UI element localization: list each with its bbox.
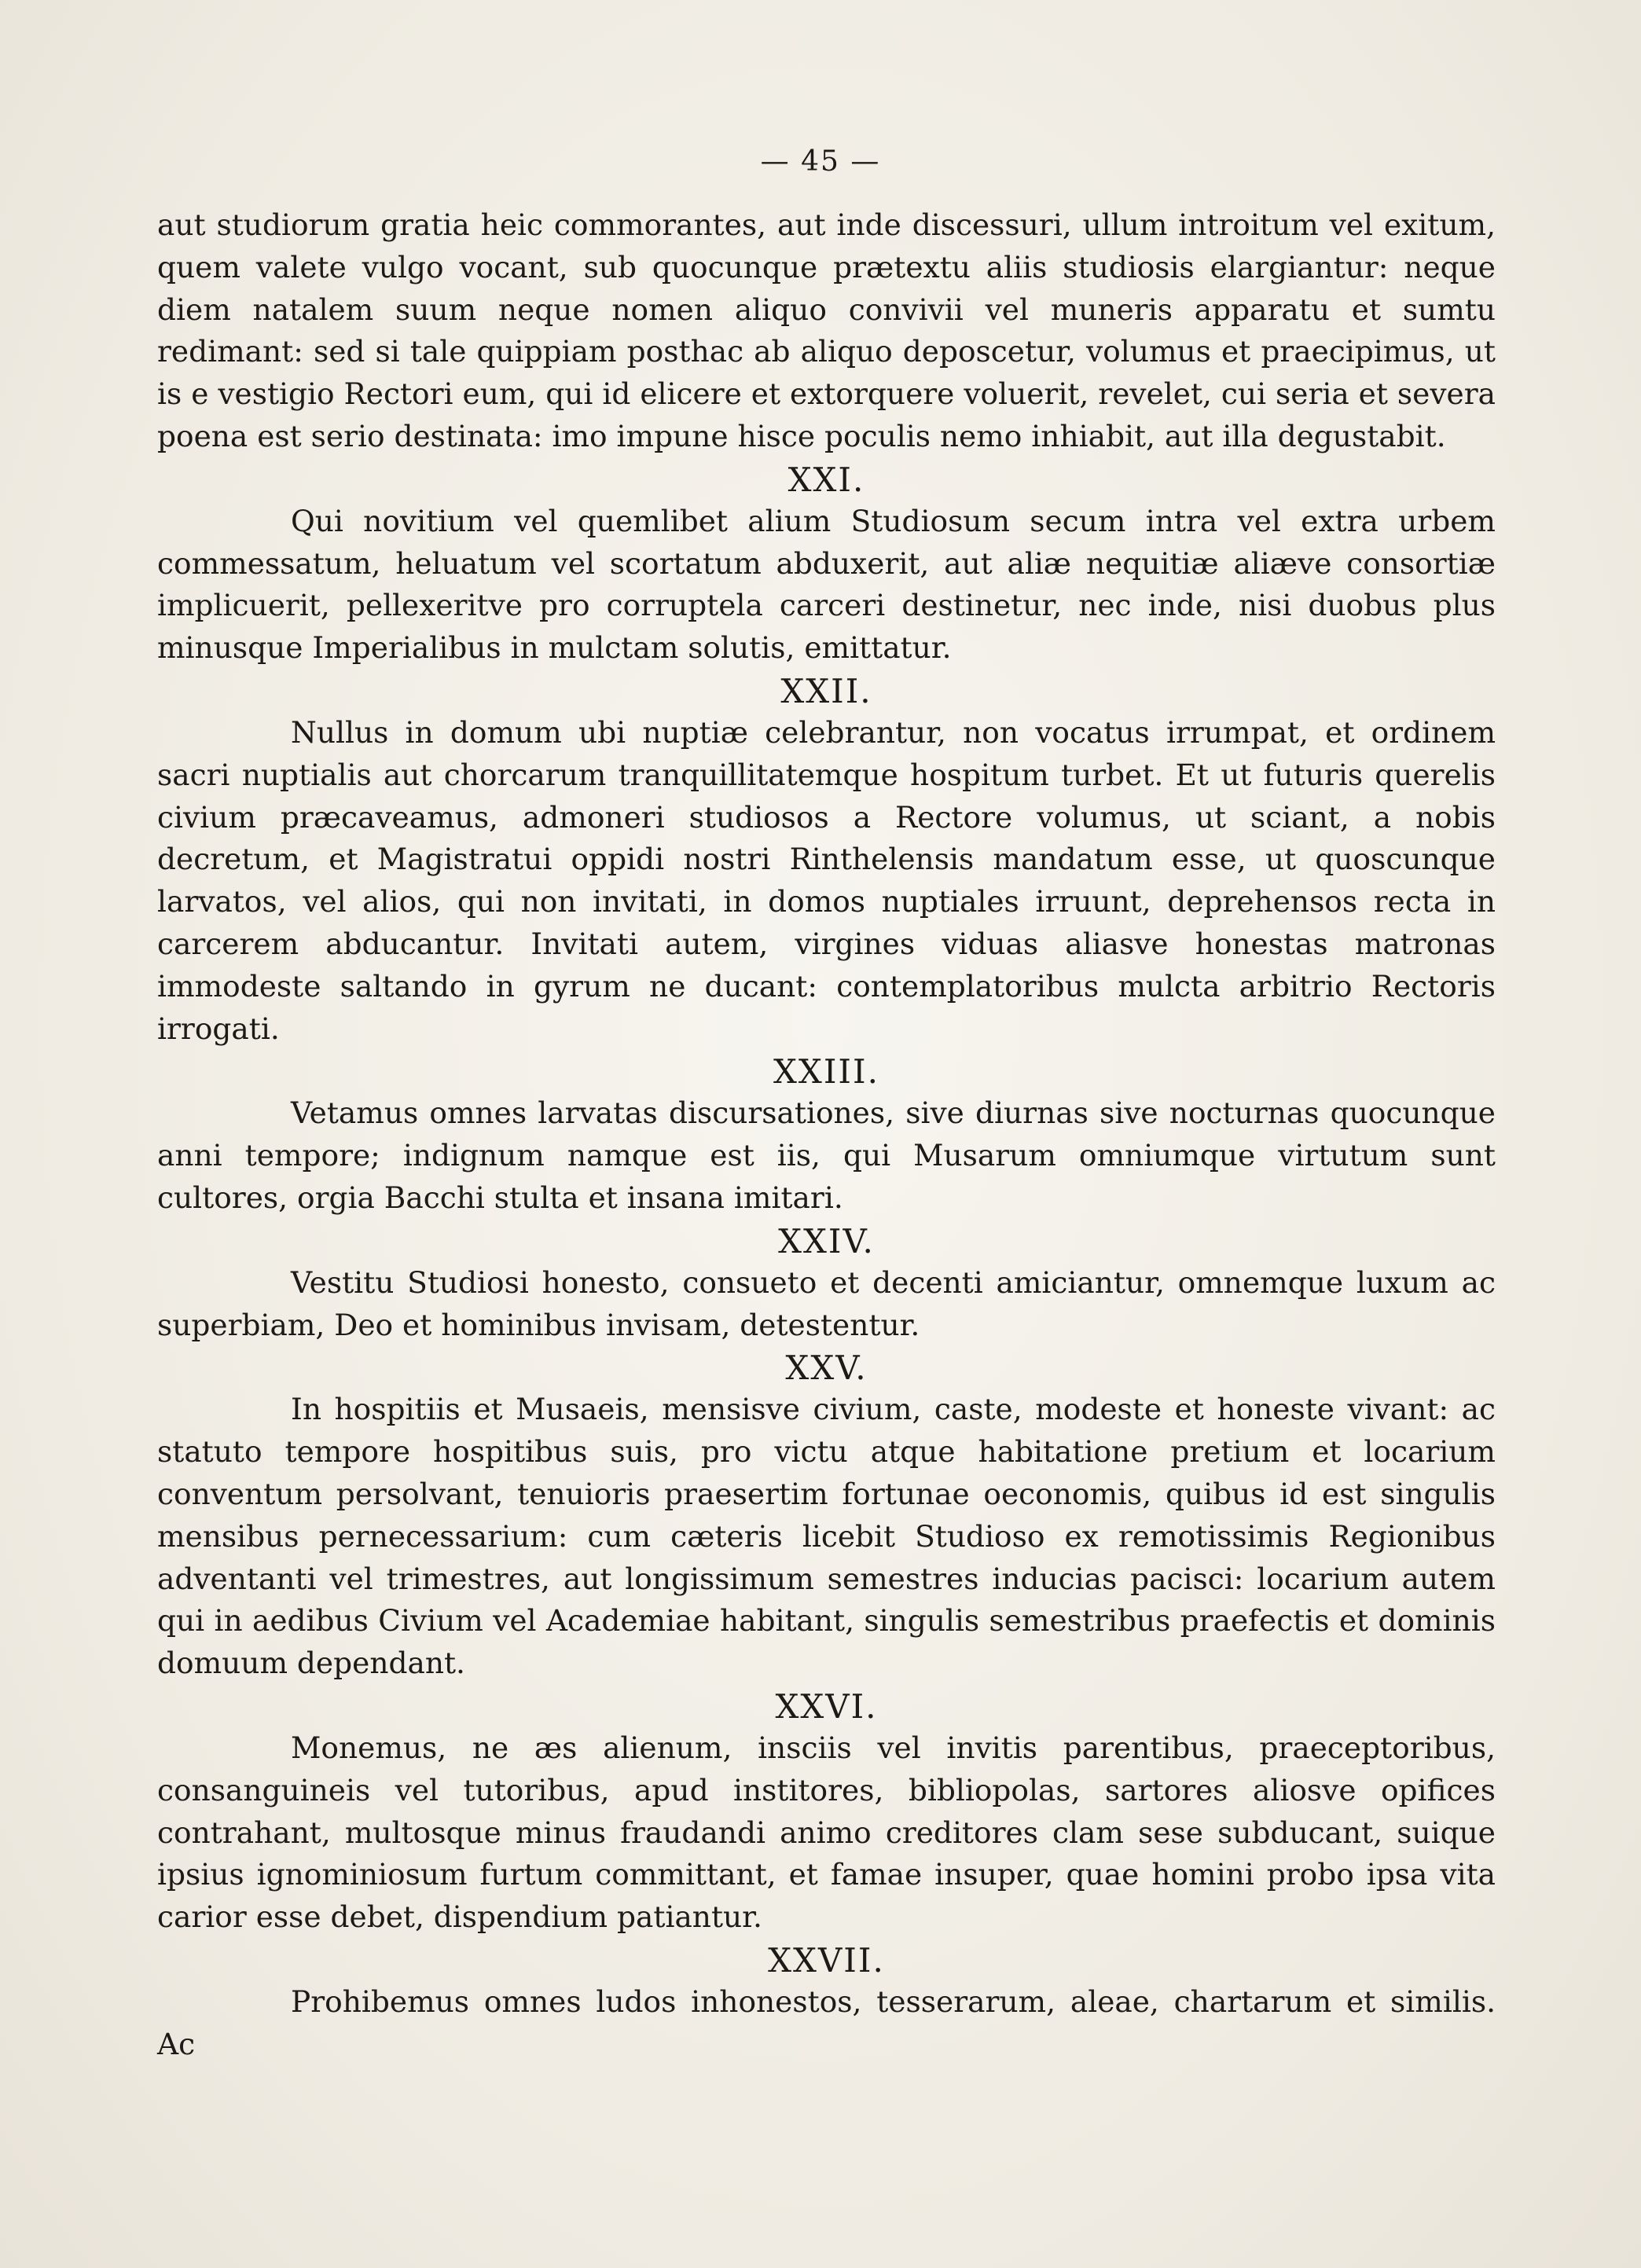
paragraph-xxii: Nullus in domum ubi nuptiæ celebrantur, non vocatus irrumpat, et ordinem sacri nuptialis aut chorcarum tranquillitatemque hospitum turbet. Et ut futuris querelis civium præcaveamus, admoneri studiosos a Rectore volumus, ut sciant, a nobis decretum, et Magistratui oppidi nostri Rinthelensis mandatum esse, ut quoscunque larvatos, vel alios, qui non invitati, in domos nuptiales irruunt, deprehensos recta in carcerem abducantur. Invitati autem, virgines viduas aliasve honestas matronas immodeste saltando in gyrum ne ducant: contemplatoribus mulcta arbitrio Rectoris irrogati.	[157, 714, 1496, 1046]
paragraph-xxi: Qui novitium vel quemlibet alium Studiosum secum intra vel extra urbem commessatum, heluatum vel scortatum abduxerit, aut aliæ nequitiæ aliæve consortiæ implicuerit, pellexeritve pro corruptela carceri destinetur, nec inde, nisi duobus plus minusque Imperialibus in mulctam solutis, emittatur.	[157, 503, 1496, 666]
paragraph-continuation: aut studiorum gratia heic commorantes, aut inde discessuri, ullum introitum vel exitum, quem valete vulgo vocant, sub quocunque prætextu aliis studiosis elargiantur: neque diem natalem suum neque nomen aliquo convivii vel muneris apparatu et sumtu redimant: sed si tale quippiam posthac ab aliquo deposcetur, volumus et praecipimus, ut is e vestigio Rectori eum, qui id elicere et extorquere voluerit, revelet, cui seria et severa poena est serio destinata: imo impune hisce poculis nemo inhiabit, aut illa degustabit.	[157, 207, 1496, 453]
statute-text	[157, 204, 1496, 2065]
paragraph-xxvi: Monemus, ne æs alienum, insciis vel invitis parentibus, praeceptoribus, consanguineis vel tutoribus, apud institores, bibliopolas, sartores aliosve opifices contrahant, multosque minus fraudandi animo creditores clam sese subducant, suique ipsius ignominiosum furtum committant, et famae insuper, quae homini probo ipsa vita carior esse debet, dispendium patiantur.	[157, 1730, 1496, 1935]
page-number: — 45 —	[760, 145, 881, 178]
paragraph-xxvii: Prohibemus omnes ludos inhonestos, tesserarum, aleae, chartarum et similis. Ac	[157, 1984, 1496, 2061]
section-heading-xxv: XXV.	[785, 1349, 868, 1388]
section-heading-xxvii: XXVII.	[768, 1940, 885, 1980]
section-heading-xxvi: XXVI.	[775, 1686, 878, 1726]
section-heading-xxii: XXII.	[780, 671, 872, 710]
section-heading-xxi: XXI.	[787, 460, 865, 499]
section-heading-xxiv: XXIV.	[778, 1221, 875, 1261]
paragraph-xxv: In hospitiis et Musaeis, mensisve civium, caste, modeste et honeste vivant: ac statuto tempore hospitibus suis, pro victu atque habitatione pretium et locarium conventum persolvant, tenuioris praesertim fortunae oeconomis, quibus id est singulis mensibus pernecessarium: cum cæteris licebit Studioso ex remotissimis Regionibus adventanti vel trimestres, aut longissimum semestres inducias pacisci: locarium autem qui in aedibus Civium vel Academiae habitant, singulis semestribus praefectis et dominis domuum dependant.	[157, 1392, 1496, 1681]
paragraph-xxiv: Vestitu Studiosi honesto, consueto et decenti amiciantur, omnemque luxum ac superbiam, Deo et hominibus invisam, detestentur.	[157, 1264, 1496, 1342]
paragraph-xxiii: Vetamus omnes larvatas discursationes, sive diurnas sive nocturnas quocunque anni tempore; indignum namque est iis, qui Musarum omniumque virtutum sunt cultores, orgia Bacchi stulta et insana imitari.	[157, 1095, 1496, 1215]
section-heading-xxiii: XXIII.	[773, 1052, 879, 1092]
